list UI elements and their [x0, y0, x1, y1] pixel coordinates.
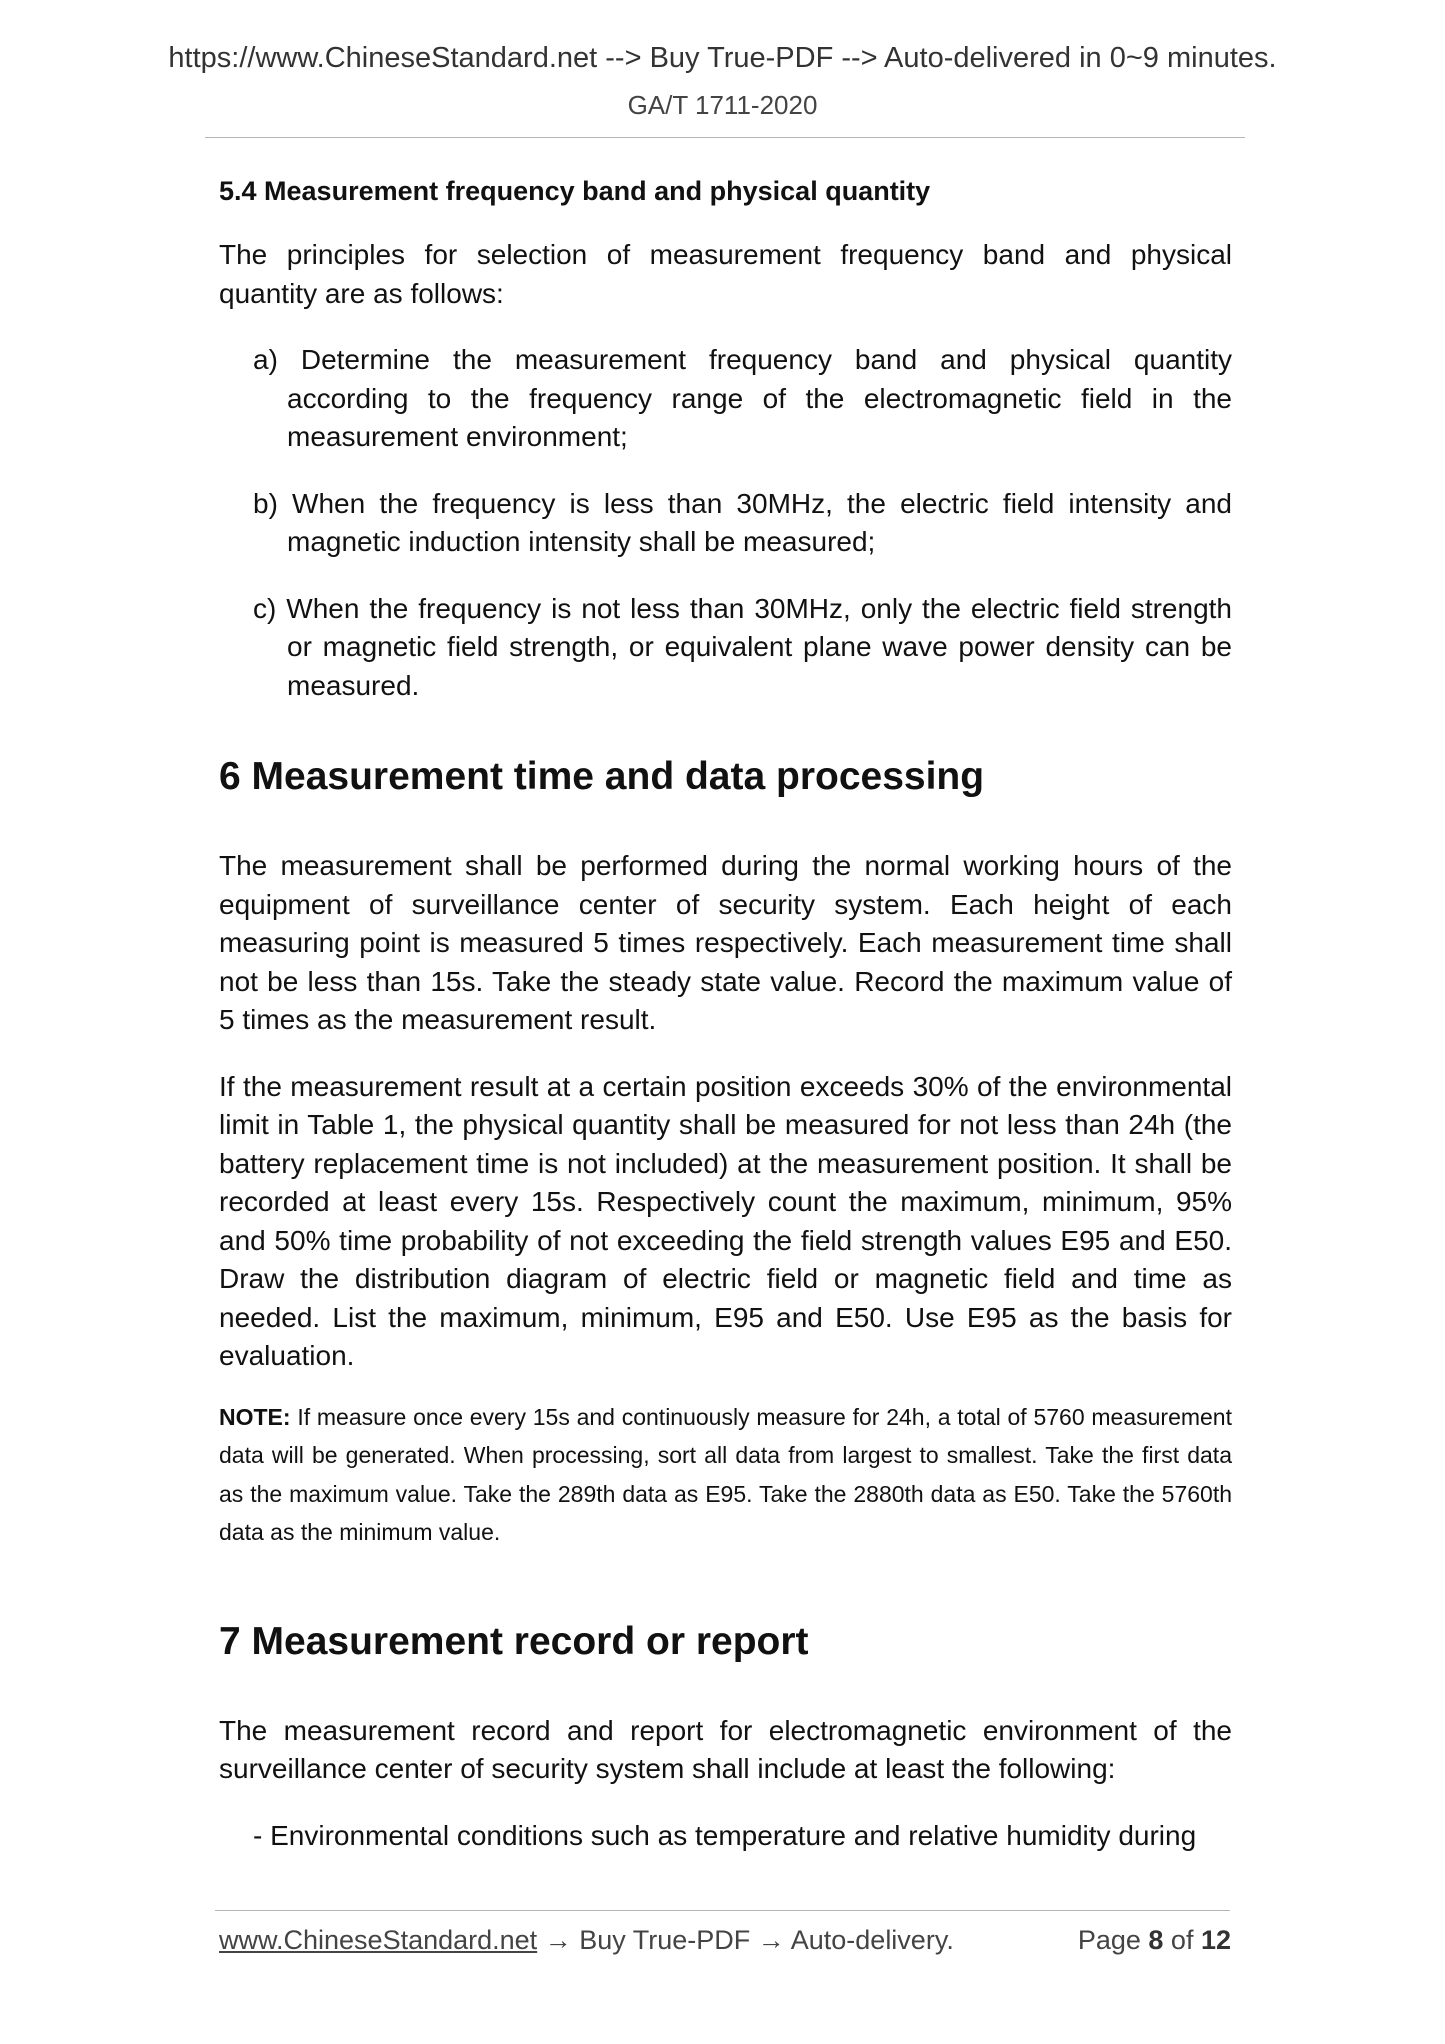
page-of: of [1163, 1925, 1201, 1955]
standard-id: GA/T 1711-2020 [627, 90, 818, 120]
footer-left [219, 1925, 954, 1956]
page-prefix: Page [1077, 1925, 1149, 1955]
section-7-paragraph-1: The measurement record and report for electromagnetic environment of the surveillance center of security system shall include at least the following: [219, 1714, 1232, 1784]
section-5-4-intro: The principles for selection of measurement frequency band and physical quantity are as follows: [219, 239, 1232, 309]
note-label: NOTE: [219, 1403, 291, 1430]
footer-tail-text: → Buy True-PDF → Auto-delivery. [537, 1925, 954, 1955]
page-current: 8 [1148, 1925, 1164, 1955]
section-6-paragraph-1: The measurement shall be performed during the normal working hours of the equipment of surveillance center of security system. Each height of each measuring point is measured 5 times respectively. Each measurement time shall not be less than 15s. Take the steady state value. Record the maximum value of 5 times as the measurement result. [219, 850, 1232, 1035]
header-divider [205, 137, 1245, 138]
note-text: If measure once every 15s and continuously measure for 24h, a total of 5760 measurement data will be generated. When processing, sort all data from largest to smallest. Take the first data as the maximum value. Take the 289th data as E95. Take the 2880th data as E50. Take the 5760th data as the minimum value. [219, 1403, 1232, 1545]
section-6-paragraph-2: If the measurement result at a certain position exceeds 30% of the environmental limit in Table 1, the physical quantity shall be measured for not less than 24h (the battery replacement time is not included) at the measurement position. It shall be recorded at least every 15s. Respectively count the maximum, minimum, 95% and 50% time probability of not exceeding the field strength values E95 and E50. Draw the distribution diagram of electric field or magnetic field and time as needed. List the maximum, minimum, E95 and E50. Use E95 as the basis for evaluation. [219, 1070, 1232, 1371]
list-item-b: b) When the frequency is less than 30MHz, the electric field intensity and magnetic induction intensity shall be measured; [253, 487, 1232, 557]
section-7-item-1: - Environmental conditions such as temperature and relative humidity during [253, 1819, 1197, 1851]
page-number [1078, 1925, 1231, 1956]
list-item-a: a) Determine the measurement frequency band and physical quantity according to the frequency range of the electromagnetic field in the measurement environment; [253, 344, 1232, 452]
section-5-4-heading: 5.4 Measurement frequency band and physical quantity [219, 176, 931, 206]
section-6-heading: 6 Measurement time and data processing [219, 755, 985, 798]
footer-divider [215, 1910, 1230, 1911]
section-6-note [219, 1398, 1232, 1552]
page-total: 12 [1200, 1925, 1231, 1955]
header-url-line: https://www.ChineseStandard.net --> Buy True-PDF --> Auto-delivered in 0~9 minutes. [168, 42, 1277, 74]
page-content [219, 172, 1232, 1883]
section-7-heading: 7 Measurement record or report [219, 1619, 809, 1663]
footer-site-link[interactable]: www.ChineseStandard.net [219, 1925, 538, 1955]
list-item-c: c) When the frequency is not less than 30MHz, only the electric field strength or magnetic field strength, or equivalent plane wave power density can be measured. [253, 592, 1232, 701]
